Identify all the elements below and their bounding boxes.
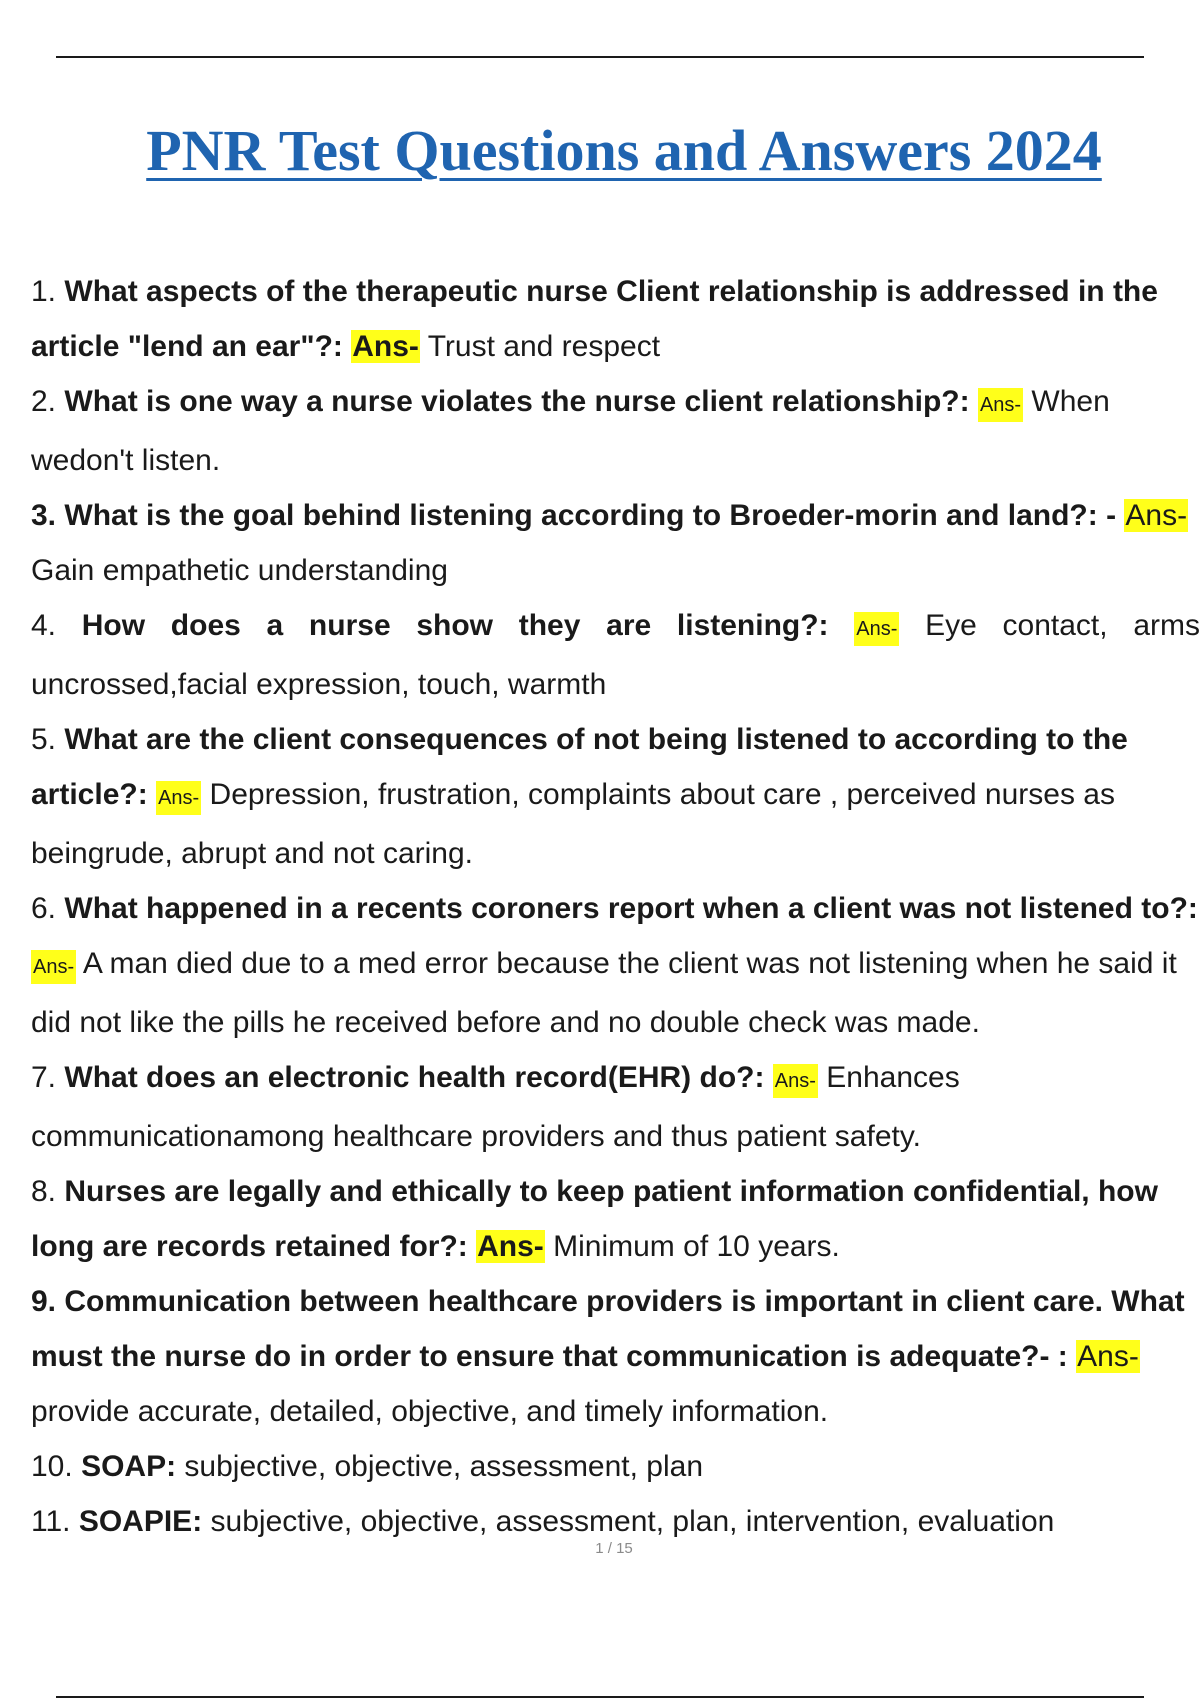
answer-tag: Ans- (854, 612, 899, 646)
qa-list (31, 264, 1200, 1549)
qa-item-9 (31, 1274, 1200, 1439)
question-text: What is the goal behind listening according to Broeder-morin and land?: - (64, 499, 1117, 532)
answer-tag: Ans- (477, 1230, 544, 1263)
qa-item-10 (31, 1439, 1200, 1494)
item-number: 8. (31, 1175, 57, 1208)
question-text: What is one way a nurse violates the nurse client relationship?: (64, 385, 970, 418)
question-text: How does a nurse show they are listening?: (81, 609, 829, 642)
document-title: PNR Test Questions and Answers 2024 (146, 118, 1102, 183)
question-text: Communication between healthcare providers is important in client care. What must the nurse do in order to ensure that communication is adequate?- : (31, 1285, 1185, 1373)
answer-text: Trust and respect (427, 330, 661, 363)
answer-text: subjective, objective, assessment, plan, intervention, evaluation (210, 1505, 1055, 1538)
answer-tag: Ans- (1077, 1340, 1139, 1373)
qa-item-8 (31, 1164, 1200, 1274)
qa-item-5 (31, 712, 1200, 881)
answer-text: Enhances communicationamong healthcare providers and thus patient safety. (31, 1061, 960, 1153)
answer-text: When wedon't listen. (31, 385, 1110, 477)
item-number: 3. (31, 499, 57, 532)
item-number: 2. (31, 385, 57, 418)
qa-item-4 (31, 598, 1200, 712)
answer-text: A man died due to a med error because the client was not listening when he said it did not like the pills he received before and no double check was made. (31, 947, 1177, 1039)
item-number: 7. (31, 1061, 57, 1094)
answer-text: Eye contact, arms uncrossed,facial expression, touch, warmth (31, 609, 1200, 701)
qa-item-6 (31, 881, 1200, 1050)
qa-item-2 (31, 374, 1200, 488)
answer-tag: Ans- (31, 950, 76, 984)
answer-text: provide accurate, detailed, objective, and timely information. (31, 1395, 829, 1428)
question-text: Nurses are legally and ethically to keep patient information confidential, how long are records retained for?: (31, 1175, 1158, 1263)
answer-text: Depression, frustration, complaints about care , perceived nurses as beingrude, abrupt and not caring. (31, 778, 1115, 870)
item-number: 10. (31, 1450, 73, 1483)
answer-tag: Ans- (978, 388, 1023, 422)
item-number: 1. (31, 275, 57, 308)
answer-tag: Ans- (1125, 499, 1188, 532)
question-text: What are the client consequences of not being listened to according to the article?: (31, 723, 1128, 811)
answer-tag: Ans- (773, 1064, 818, 1098)
answer-text: Minimum of 10 years. (553, 1230, 840, 1263)
question-text: SOAPIE: (78, 1505, 203, 1538)
item-number: 11. (31, 1505, 71, 1538)
qa-item-7 (31, 1050, 1200, 1164)
item-number: 6. (31, 892, 57, 925)
item-number: 9. (31, 1285, 57, 1318)
top-rule (56, 56, 1144, 58)
answer-text: Gain empathetic understanding (31, 554, 448, 587)
question-text: SOAP: (81, 1450, 177, 1483)
bottom-rule (56, 1696, 1144, 1698)
answer-text: subjective, objective, assessment, plan (184, 1450, 704, 1483)
qa-item-1 (31, 264, 1200, 374)
answer-tag: Ans- (352, 330, 419, 363)
answer-tag: Ans- (156, 781, 201, 815)
item-number: 5. (31, 723, 57, 756)
page-indicator: 1 / 15 (595, 1540, 633, 1557)
question-text: What happened in a recents coroners report when a client was not listened to?: (64, 892, 1198, 925)
question-text: What does an electronic health record(EHR) do?: (64, 1061, 765, 1094)
item-number: 4. (31, 609, 57, 642)
question-text: What aspects of the therapeutic nurse Client relationship is addressed in the article "lend an ear"?: (31, 275, 1158, 363)
qa-item-3 (31, 488, 1200, 598)
